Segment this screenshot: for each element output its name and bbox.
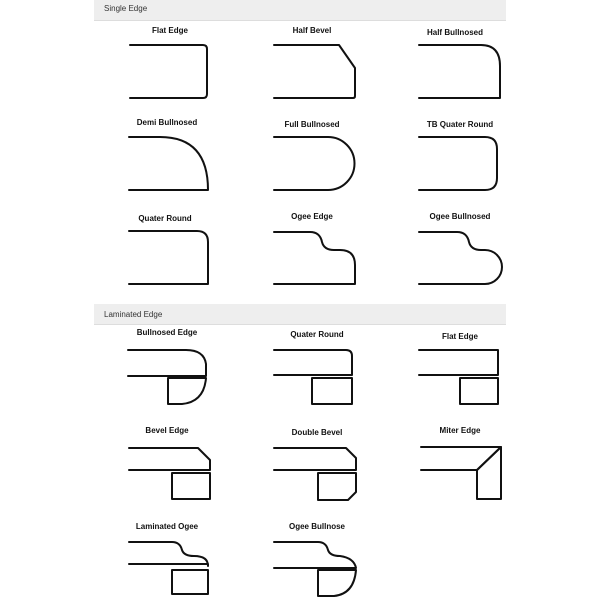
single-edge-header [94, 0, 506, 21]
profile-bevel-edge [112, 424, 222, 508]
profile-label: Ogee Bullnosed [429, 212, 491, 221]
profile-label: Miter Edge [439, 426, 481, 435]
edge-outline [274, 45, 355, 98]
ogee-edge-shape [262, 210, 362, 290]
top-layer [274, 448, 356, 470]
profile-label: TB Quater Round [426, 120, 494, 129]
profile-tb-quater-round [405, 118, 515, 198]
bottom-layer [318, 473, 356, 500]
profile-label: Ogee Bullnose [288, 522, 345, 531]
lam-flat-edge-shape [405, 330, 515, 414]
ogee-bullnose-shape [262, 520, 372, 600]
laminated-ogee-shape [112, 520, 222, 600]
ogee-bullnosed-shape [405, 210, 515, 290]
demi-bullnosed-shape [112, 116, 222, 196]
profile-flat-edge [120, 24, 220, 104]
profile-ogee-bullnose [262, 520, 372, 600]
profile-label: Demi Bullnosed [136, 118, 198, 127]
profile-label: Flat Edge [151, 26, 188, 35]
miter-edge-shape [405, 424, 515, 508]
profile-demi-bullnosed [112, 116, 222, 196]
profile-full-bullnosed [262, 118, 362, 198]
bullnosed-edge-shape [112, 326, 222, 410]
bottom-layer [172, 570, 208, 594]
profile-half-bullnosed [405, 26, 505, 106]
double-bevel-shape [262, 426, 372, 510]
profile-ogee-bullnosed [405, 210, 515, 290]
tb-quater-round-shape [405, 118, 515, 198]
half-bevel-shape [262, 24, 362, 104]
top-layer [129, 542, 208, 566]
top-layer [129, 448, 210, 470]
bottom-layer [168, 378, 206, 404]
edge-outline [129, 231, 208, 284]
laminated-edge-header [94, 304, 506, 325]
profile-lam-quater-round [262, 328, 372, 412]
profile-label: Half Bullnosed [426, 28, 483, 37]
bevel-edge-shape [112, 424, 222, 508]
single-edge-title: Single Edge [104, 4, 148, 13]
edge-outline [129, 137, 208, 190]
flat-edge-shape [120, 24, 220, 104]
profile-label: Ogee Edge [291, 212, 333, 221]
top-layer [274, 350, 352, 375]
profile-lam-flat-edge [405, 330, 515, 414]
quater-round-shape [115, 212, 215, 292]
profile-quater-round [115, 212, 215, 292]
top-layer [419, 350, 498, 375]
top-layer [128, 350, 206, 376]
edge-outline [419, 137, 497, 190]
profile-label: Bullnosed Edge [136, 328, 198, 337]
profile-label: Double Bevel [291, 428, 343, 437]
edge-outline [130, 45, 207, 98]
edge-outline [274, 232, 355, 284]
profile-label: Flat Edge [441, 332, 478, 341]
profile-label: Laminated Ogee [135, 522, 199, 531]
bottom-layer [318, 570, 356, 596]
profile-half-bevel [262, 24, 362, 104]
edge-outline [419, 232, 502, 284]
full-bullnosed-shape [262, 118, 362, 198]
profile-double-bevel [262, 426, 372, 510]
edge-outline [274, 137, 355, 190]
profile-laminated-ogee [112, 520, 222, 600]
profile-miter-edge [405, 424, 515, 508]
profile-label: Bevel Edge [145, 426, 189, 435]
profile-label: Quater Round [290, 330, 344, 339]
top-layer [274, 542, 356, 568]
laminated-edge-title: Laminated Edge [104, 310, 163, 319]
profile-ogee-edge [262, 210, 362, 290]
bottom-layer [172, 473, 210, 499]
edge-outline [419, 45, 500, 98]
profile-bullnosed-edge [112, 326, 222, 410]
miter-layer [477, 447, 501, 499]
profile-label: Half Bevel [292, 26, 332, 35]
profile-label: Full Bullnosed [284, 120, 340, 129]
bottom-layer [460, 378, 498, 404]
lam-quater-round-shape [262, 328, 372, 412]
half-bullnosed-shape [405, 26, 505, 106]
profile-label: Quater Round [138, 214, 192, 223]
bottom-layer [312, 378, 352, 404]
